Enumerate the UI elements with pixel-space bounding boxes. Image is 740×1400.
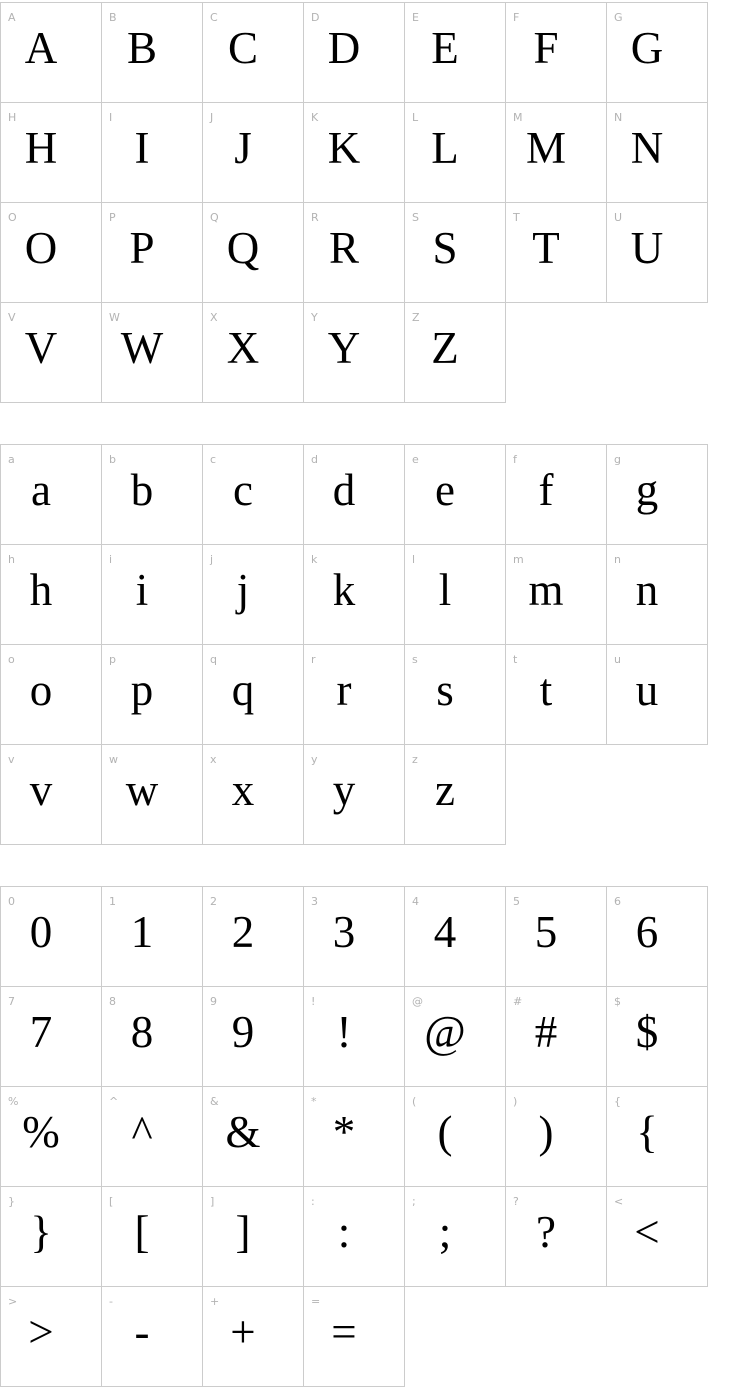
cell-glyph: o xyxy=(29,664,53,715)
cell-label: 8 xyxy=(109,995,116,1008)
uppercase-letters-grid xyxy=(0,2,708,403)
glyph-cell xyxy=(405,987,506,1087)
glyph-cell xyxy=(102,645,203,745)
cell-glyph: { xyxy=(636,1106,658,1157)
cell-glyph: 3 xyxy=(332,906,356,957)
cell-glyph: J xyxy=(234,122,252,173)
cell-label: { xyxy=(614,1095,621,1108)
cell-glyph: 5 xyxy=(534,906,558,957)
glyph-cell xyxy=(607,645,708,745)
glyph-cell xyxy=(607,887,708,987)
cell-label: 4 xyxy=(412,895,419,908)
cell-glyph: * xyxy=(332,1106,356,1157)
glyph-cell xyxy=(203,103,304,203)
cell-glyph: x xyxy=(231,764,255,815)
glyph-cell xyxy=(1,745,102,845)
glyph-cell xyxy=(405,745,506,845)
cell-glyph: O xyxy=(24,222,58,273)
cell-label: T xyxy=(513,211,520,224)
cell-glyph: e xyxy=(435,464,455,515)
cell-label: D xyxy=(311,11,320,24)
cell-label: U xyxy=(614,211,623,224)
cell-glyph: M xyxy=(525,122,566,173)
cell-label: p xyxy=(109,653,116,666)
glyph-cell xyxy=(1,3,102,103)
cell-glyph: Q xyxy=(226,222,260,273)
cell-glyph: 4 xyxy=(433,906,457,957)
glyph-cell xyxy=(102,1187,203,1287)
glyph-cell xyxy=(506,103,607,203)
cell-glyph: f xyxy=(538,464,554,515)
cell-glyph: Z xyxy=(431,322,459,373)
cell-label: x xyxy=(210,753,217,766)
cell-label: Z xyxy=(412,311,420,324)
cell-glyph: k xyxy=(332,564,356,615)
cell-glyph: T xyxy=(532,222,560,273)
cell-label: 7 xyxy=(8,995,15,1008)
cell-label: B xyxy=(109,11,117,24)
cell-glyph: : xyxy=(337,1206,351,1257)
glyph-cell xyxy=(304,987,405,1087)
lowercase-letters-grid xyxy=(0,444,708,845)
grid-row xyxy=(1,545,708,645)
glyph-cell xyxy=(1,545,102,645)
glyph-cell xyxy=(203,1087,304,1187)
cell-glyph: j xyxy=(236,564,250,615)
cell-label: = xyxy=(311,1295,321,1308)
cell-glyph: d xyxy=(332,464,356,515)
cell-label: M xyxy=(513,111,523,124)
glyph-cell xyxy=(405,303,506,403)
cell-label: 5 xyxy=(513,895,520,908)
cell-glyph: B xyxy=(126,22,157,73)
digits-and-symbols-grid xyxy=(0,886,708,1387)
cell-glyph: z xyxy=(435,764,455,815)
glyph-cell xyxy=(1,1187,102,1287)
glyph-cell xyxy=(102,303,203,403)
glyph-cell xyxy=(203,645,304,745)
glyph-cell xyxy=(102,203,203,303)
cell-glyph: ) xyxy=(538,1106,554,1157)
cell-label: 9 xyxy=(210,995,217,1008)
glyph-cell xyxy=(1,1087,102,1187)
cell-label: E xyxy=(412,11,419,24)
glyph-cell xyxy=(203,545,304,645)
cell-glyph: C xyxy=(227,22,258,73)
glyph-cell xyxy=(506,887,607,987)
cell-glyph: + xyxy=(230,1306,256,1357)
grid-row xyxy=(1,1187,708,1287)
grid-row xyxy=(1,103,708,203)
cell-glyph: D xyxy=(327,22,361,73)
glyph-cell xyxy=(304,645,405,745)
glyph-cell xyxy=(607,987,708,1087)
cell-glyph: ^ xyxy=(131,1106,153,1157)
glyph-cell xyxy=(1,303,102,403)
cell-label: - xyxy=(109,1295,113,1308)
cell-label: 2 xyxy=(210,895,217,908)
cell-glyph: V xyxy=(24,322,58,373)
cell-label: I xyxy=(109,111,113,124)
cell-glyph: c xyxy=(233,464,253,515)
grid-row xyxy=(1,745,708,845)
cell-label: V xyxy=(8,311,16,324)
cell-label: u xyxy=(614,653,621,666)
grid-row xyxy=(1,887,708,987)
cell-label: J xyxy=(210,111,214,124)
glyph-cell xyxy=(607,103,708,203)
glyph-cell xyxy=(1,645,102,745)
cell-glyph: X xyxy=(226,322,260,373)
glyph-cell xyxy=(405,887,506,987)
cell-label: m xyxy=(513,553,524,566)
cell-glyph: t xyxy=(539,664,553,715)
glyph-cell xyxy=(405,3,506,103)
glyph-cell xyxy=(405,103,506,203)
cell-glyph: A xyxy=(24,22,58,73)
glyph-cell xyxy=(1,203,102,303)
cell-label: b xyxy=(109,453,116,466)
glyph-cell xyxy=(203,445,304,545)
glyph-cell xyxy=(405,1087,506,1187)
cell-glyph: ( xyxy=(437,1106,453,1157)
cell-glyph: N xyxy=(630,122,664,173)
cell-glyph: b xyxy=(130,464,154,515)
glyph-cell xyxy=(1,987,102,1087)
cell-glyph: @ xyxy=(424,1006,466,1057)
cell-label: O xyxy=(8,211,17,224)
glyph-cell xyxy=(405,645,506,745)
grid-row xyxy=(1,1087,708,1187)
glyph-cell xyxy=(304,103,405,203)
cell-label: + xyxy=(210,1295,220,1308)
glyph-cell xyxy=(1,445,102,545)
cell-label: w xyxy=(109,753,118,766)
glyph-cell xyxy=(405,445,506,545)
cell-glyph: L xyxy=(431,122,459,173)
glyph-cell xyxy=(102,445,203,545)
glyph-cell xyxy=(203,203,304,303)
glyph-cell xyxy=(405,1187,506,1287)
cell-glyph: 2 xyxy=(231,906,255,957)
cell-label: L xyxy=(412,111,419,124)
cell-label: r xyxy=(311,653,316,666)
cell-label: ? xyxy=(513,1195,519,1208)
cell-label: > xyxy=(8,1295,18,1308)
cell-label: i xyxy=(109,553,113,566)
cell-glyph: [ xyxy=(134,1206,150,1257)
glyph-cell xyxy=(304,203,405,303)
cell-glyph: h xyxy=(29,564,53,615)
glyph-cell xyxy=(304,1087,405,1187)
cell-glyph: S xyxy=(432,222,458,273)
grid-row xyxy=(1,3,708,103)
grid-row xyxy=(1,203,708,303)
cell-glyph: I xyxy=(134,122,150,173)
glyph-cell xyxy=(203,303,304,403)
cell-glyph: E xyxy=(431,22,459,73)
cell-glyph: H xyxy=(24,122,58,173)
glyph-cell xyxy=(102,3,203,103)
cell-label: % xyxy=(8,1095,19,1108)
cell-glyph: ; xyxy=(438,1206,452,1257)
grid-row xyxy=(1,987,708,1087)
cell-label: $ xyxy=(614,995,621,1008)
glyph-cell xyxy=(304,1187,405,1287)
glyph-cell xyxy=(102,103,203,203)
cell-glyph: r xyxy=(336,664,352,715)
glyph-cell xyxy=(405,203,506,303)
cell-label: h xyxy=(8,553,15,566)
cell-label: ^ xyxy=(109,1095,119,1108)
cell-label: k xyxy=(311,553,318,566)
cell-label: < xyxy=(614,1195,624,1208)
cell-glyph: ! xyxy=(336,1006,352,1057)
cell-glyph: 6 xyxy=(635,906,659,957)
cell-label: S xyxy=(412,211,419,224)
glyph-cell xyxy=(607,545,708,645)
cell-label: H xyxy=(8,111,17,124)
cell-label: 3 xyxy=(311,895,318,908)
cell-label: : xyxy=(311,1195,315,1208)
glyph-cell xyxy=(607,3,708,103)
grid-row xyxy=(1,1287,708,1387)
cell-label: ] xyxy=(210,1195,215,1208)
cell-glyph: ] xyxy=(235,1206,251,1257)
grid-row xyxy=(1,445,708,545)
cell-label: d xyxy=(311,453,318,466)
cell-glyph: q xyxy=(231,664,255,715)
cell-label: } xyxy=(8,1195,15,1208)
glyph-cell xyxy=(304,545,405,645)
glyph-cell xyxy=(203,1187,304,1287)
cell-label: v xyxy=(8,753,15,766)
cell-label: Y xyxy=(311,311,318,324)
glyph-cell xyxy=(1,887,102,987)
cell-label: j xyxy=(210,553,214,566)
cell-glyph: s xyxy=(436,664,454,715)
cell-glyph: w xyxy=(125,764,159,815)
glyph-cell xyxy=(304,3,405,103)
cell-label: ; xyxy=(412,1195,416,1208)
grid-row xyxy=(1,645,708,745)
cell-glyph: a xyxy=(31,464,51,515)
cell-glyph: } xyxy=(30,1206,52,1257)
cell-label: N xyxy=(614,111,623,124)
cell-label: t xyxy=(513,653,518,666)
cell-glyph: g xyxy=(635,464,659,515)
glyph-cell xyxy=(304,745,405,845)
cell-label: ( xyxy=(412,1095,417,1108)
cell-glyph: 0 xyxy=(29,906,53,957)
cell-label: R xyxy=(311,211,319,224)
glyph-cell xyxy=(607,1187,708,1287)
glyph-cell xyxy=(102,745,203,845)
cell-glyph: y xyxy=(332,764,356,815)
grid-body xyxy=(1,445,708,845)
glyph-cell xyxy=(506,445,607,545)
glyph-cell xyxy=(102,987,203,1087)
cell-label: f xyxy=(513,453,517,466)
glyph-cell xyxy=(506,1187,607,1287)
cell-label: c xyxy=(210,453,217,466)
cell-glyph: l xyxy=(438,564,452,615)
cell-label: a xyxy=(8,453,15,466)
glyph-cell xyxy=(304,303,405,403)
grid-row xyxy=(1,303,708,403)
grid-body xyxy=(1,887,708,1387)
cell-glyph: 8 xyxy=(130,1006,154,1057)
cell-label: & xyxy=(210,1095,219,1108)
cell-label: C xyxy=(210,11,218,24)
cell-label: n xyxy=(614,553,621,566)
cell-glyph: 7 xyxy=(29,1006,53,1057)
glyph-cell xyxy=(506,203,607,303)
cell-label: A xyxy=(8,11,16,24)
glyph-cell xyxy=(1,103,102,203)
glyph-cell xyxy=(102,887,203,987)
cell-label: g xyxy=(614,453,621,466)
cell-label: [ xyxy=(109,1195,114,1208)
glyph-cell xyxy=(304,445,405,545)
cell-label: e xyxy=(412,453,419,466)
cell-glyph: p xyxy=(130,664,154,715)
glyph-cell xyxy=(506,3,607,103)
cell-label: 1 xyxy=(109,895,116,908)
glyph-cell xyxy=(506,1087,607,1187)
cell-glyph: & xyxy=(225,1106,261,1157)
glyph-cell xyxy=(102,1287,203,1387)
cell-glyph: - xyxy=(134,1306,150,1357)
glyph-cell xyxy=(304,1287,405,1387)
glyph-cell xyxy=(203,887,304,987)
cell-label: Q xyxy=(210,211,219,224)
cell-glyph: 1 xyxy=(130,906,154,957)
cell-label: P xyxy=(109,211,116,224)
glyph-cell xyxy=(203,3,304,103)
cell-glyph: K xyxy=(327,122,361,173)
cell-glyph: i xyxy=(135,564,149,615)
glyph-cell xyxy=(1,1287,102,1387)
cell-glyph: % xyxy=(22,1106,60,1157)
glyph-cell xyxy=(304,887,405,987)
cell-glyph: m xyxy=(528,564,564,615)
cell-label: q xyxy=(210,653,217,666)
cell-label: F xyxy=(513,11,520,24)
cell-glyph: u xyxy=(635,664,659,715)
cell-label: @ xyxy=(412,995,423,1008)
cell-label: ) xyxy=(513,1095,518,1108)
glyph-cell xyxy=(102,1087,203,1187)
glyph-cell xyxy=(607,445,708,545)
glyph-cell xyxy=(607,203,708,303)
glyph-cell xyxy=(405,545,506,645)
cell-glyph: $ xyxy=(635,1006,659,1057)
cell-glyph: F xyxy=(533,22,559,73)
grid-body xyxy=(1,3,708,403)
cell-glyph: G xyxy=(630,22,664,73)
cell-label: ! xyxy=(311,995,316,1008)
glyph-cell xyxy=(203,987,304,1087)
glyph-cell xyxy=(203,745,304,845)
cell-label: 0 xyxy=(8,895,15,908)
cell-glyph: < xyxy=(634,1206,660,1257)
cell-label: * xyxy=(311,1095,317,1108)
cell-label: W xyxy=(109,311,120,324)
glyph-cell xyxy=(506,645,607,745)
cell-glyph: U xyxy=(630,222,664,273)
cell-glyph: 9 xyxy=(231,1006,255,1057)
cell-label: o xyxy=(8,653,15,666)
glyph-cell xyxy=(203,1287,304,1387)
cell-glyph: P xyxy=(129,222,155,273)
cell-label: z xyxy=(412,753,418,766)
glyph-cell xyxy=(102,545,203,645)
cell-label: X xyxy=(210,311,218,324)
cell-glyph: v xyxy=(29,764,53,815)
cell-glyph: R xyxy=(328,222,359,273)
cell-label: K xyxy=(311,111,319,124)
cell-label: # xyxy=(513,995,523,1008)
cell-glyph: = xyxy=(331,1306,357,1357)
cell-glyph: W xyxy=(120,322,164,373)
glyph-cell xyxy=(506,987,607,1087)
cell-glyph: # xyxy=(534,1006,558,1057)
cell-label: s xyxy=(412,653,418,666)
cell-glyph: Y xyxy=(327,322,361,373)
cell-glyph: n xyxy=(635,564,659,615)
glyph-cell xyxy=(607,1087,708,1187)
cell-label: l xyxy=(412,553,416,566)
cell-label: G xyxy=(614,11,623,24)
cell-glyph: > xyxy=(28,1306,54,1357)
cell-label: 6 xyxy=(614,895,621,908)
glyph-cell xyxy=(506,545,607,645)
cell-glyph: ? xyxy=(536,1206,556,1257)
cell-label: y xyxy=(311,753,318,766)
